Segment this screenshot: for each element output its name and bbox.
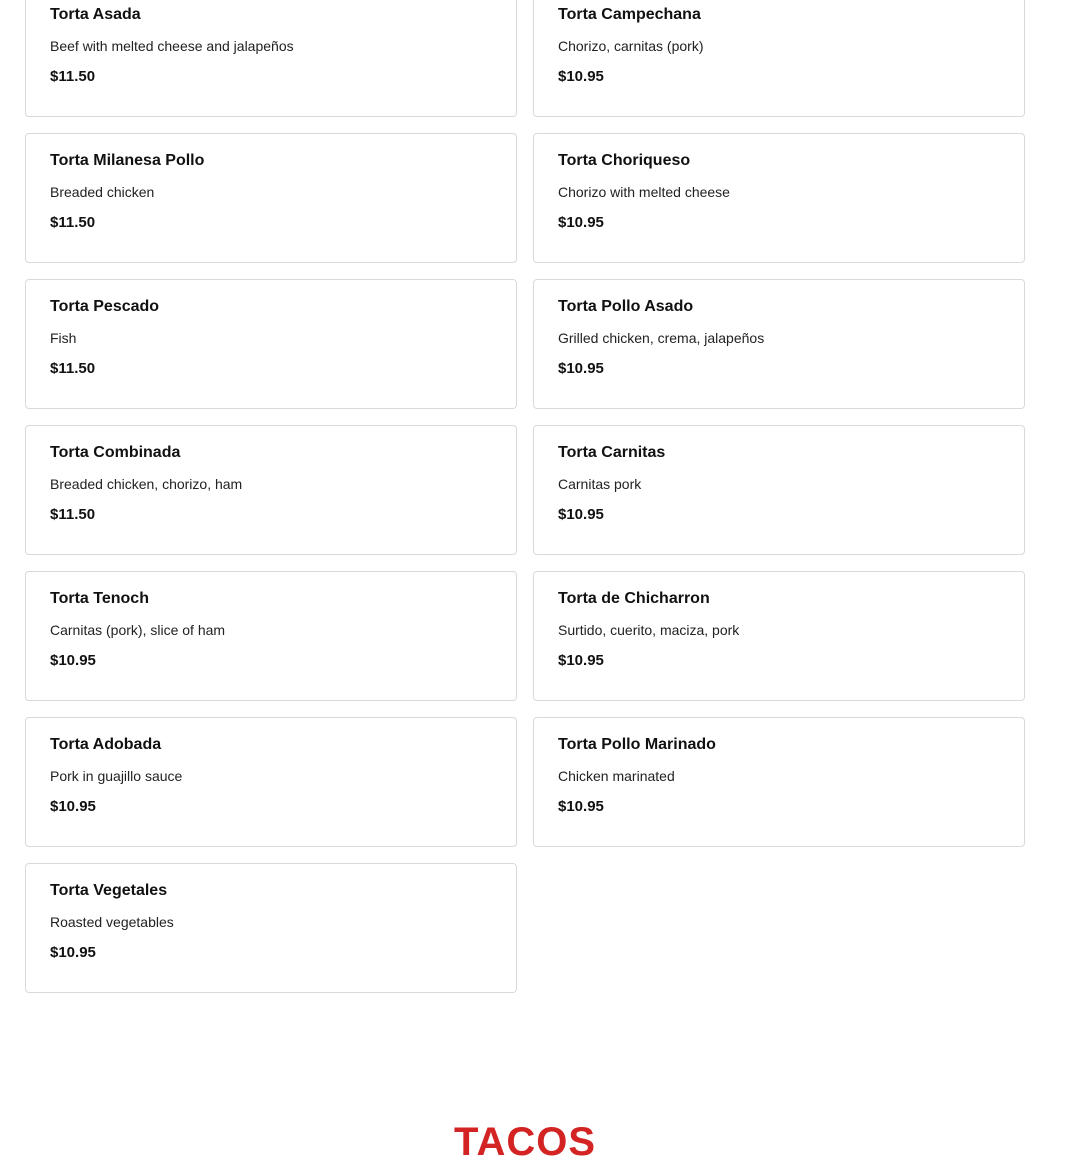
item-name: Torta Tenoch xyxy=(50,590,149,607)
menu-item-card[interactable] xyxy=(25,425,517,555)
item-description: Chicken marinated xyxy=(558,768,675,784)
item-name: Torta Combinada xyxy=(50,444,181,461)
item-description: Beef with melted cheese and jalapeños xyxy=(50,38,294,54)
item-name: Torta Choriqueso xyxy=(558,152,691,169)
menu-item-card[interactable] xyxy=(25,717,517,847)
item-price: $11.50 xyxy=(50,506,96,523)
item-description: Chorizo, carnitas (pork) xyxy=(558,38,704,54)
menu-item-card[interactable] xyxy=(25,133,517,263)
item-name: Torta de Chicharron xyxy=(558,590,710,607)
item-price: $11.50 xyxy=(50,68,96,85)
menu-item-card[interactable] xyxy=(533,425,1025,555)
menu-item-card[interactable] xyxy=(25,571,517,701)
menu-item-card[interactable] xyxy=(25,863,517,993)
item-description: Surtido, cuerito, maciza, pork xyxy=(558,622,740,638)
item-description: Carnitas (pork), slice of ham xyxy=(50,622,226,638)
item-description: Carnitas pork xyxy=(558,476,642,492)
section-title-tacos: TACOS xyxy=(453,1120,597,1164)
item-name: Torta Adobada xyxy=(50,736,162,753)
menu-item-card[interactable] xyxy=(25,279,517,409)
item-price: $10.95 xyxy=(50,652,96,669)
item-price: $10.95 xyxy=(558,652,604,669)
menu-item-card[interactable] xyxy=(533,0,1025,117)
item-price: $10.95 xyxy=(558,68,604,85)
item-name: Torta Pollo Asado xyxy=(558,298,694,315)
item-name: Torta Vegetales xyxy=(50,882,168,899)
menu-item-card[interactable] xyxy=(533,133,1025,263)
item-description: Chorizo with melted cheese xyxy=(558,184,730,200)
item-price: $10.95 xyxy=(558,506,604,523)
item-price: $11.50 xyxy=(50,214,96,231)
menu-item-card[interactable] xyxy=(533,717,1025,847)
item-name: Torta Asada xyxy=(50,6,141,23)
item-description: Breaded chicken xyxy=(50,184,155,200)
item-name: Torta Pescado xyxy=(50,298,160,315)
item-price: $10.95 xyxy=(50,798,96,815)
item-name: Torta Carnitas xyxy=(558,444,666,461)
item-price: $10.95 xyxy=(558,214,604,231)
item-description: Pork in guajillo sauce xyxy=(50,768,183,784)
item-price: $10.95 xyxy=(50,944,96,961)
item-description: Breaded chicken, chorizo, ham xyxy=(50,476,243,492)
item-description: Fish xyxy=(50,330,77,346)
item-description: Grilled chicken, crema, jalapeños xyxy=(558,330,765,346)
menu-item-card[interactable] xyxy=(533,279,1025,409)
item-name: Torta Pollo Marinado xyxy=(558,736,716,753)
item-price: $10.95 xyxy=(558,798,604,815)
item-price: $11.50 xyxy=(50,360,96,377)
menu-item-card[interactable] xyxy=(25,0,517,117)
item-name: Torta Campechana xyxy=(558,6,701,23)
item-name: Torta Milanesa Pollo xyxy=(50,152,205,169)
menu-items-grid xyxy=(25,0,1025,993)
item-description: Roasted vegetables xyxy=(50,914,174,930)
menu-item-card[interactable] xyxy=(533,571,1025,701)
item-price: $10.95 xyxy=(558,360,604,377)
